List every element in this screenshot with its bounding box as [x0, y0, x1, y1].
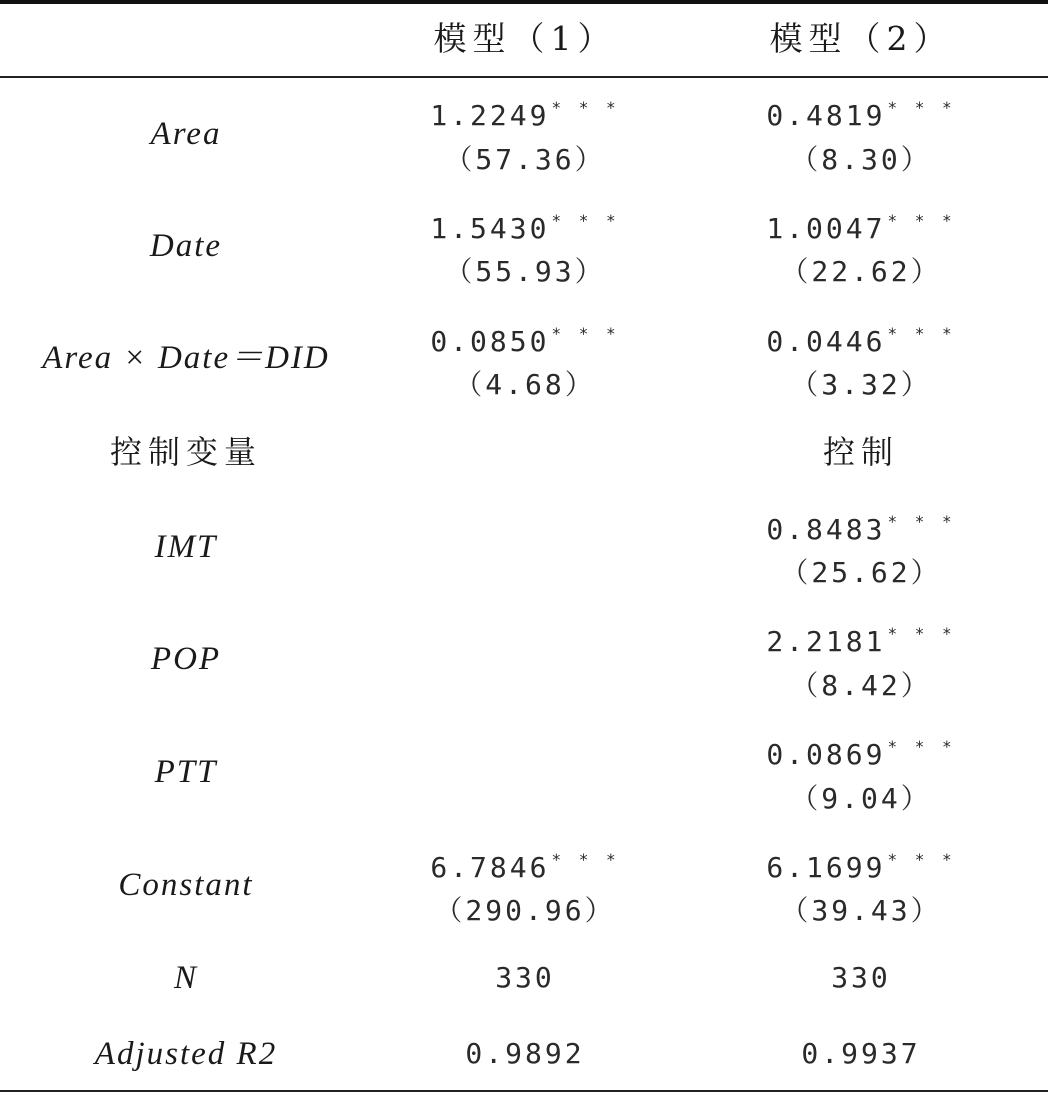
significance-stars: * * * — [551, 850, 620, 869]
row-label-pop: POP — [150, 641, 222, 677]
imt-m2-tstat: （25.62） — [780, 556, 942, 589]
constant-m1-tstat: （290.96） — [434, 894, 616, 927]
area-m1-coef: 1.2249 * * * — [430, 98, 620, 132]
constant-m2-coef: 6.1699 * * * — [766, 850, 956, 884]
significance-stars: * * * — [551, 324, 620, 343]
significance-stars: * * * — [887, 737, 956, 756]
date-m1-coef: 1.5430 * * * — [430, 211, 620, 245]
significance-stars: * * * — [887, 324, 956, 343]
ptt-m2-coef: 0.0869 * * * — [766, 737, 956, 771]
row-label-constant: Constant — [118, 867, 254, 903]
did-m1-coef: 0.0850 * * * — [430, 324, 620, 358]
header-model-1: 模型（1） — [433, 19, 617, 58]
did-m1-tstat: （4.68） — [454, 368, 596, 401]
date-m2-coef: 1.0047 * * * — [766, 211, 956, 245]
row-label-n: N — [173, 960, 198, 996]
significance-stars: * * * — [887, 624, 956, 643]
controls-m2-value: 控制 — [822, 433, 899, 471]
row-label-imt: IMT — [154, 529, 218, 565]
significance-stars: * * * — [887, 850, 956, 869]
row-label-date: Date — [149, 228, 223, 264]
ptt-m2-tstat: （9.04） — [790, 782, 932, 815]
did-m2-coef: 0.0446 * * * — [766, 324, 956, 358]
row-label-ptt: PTT — [154, 754, 218, 790]
pop-m2-tstat: （8.42） — [790, 669, 932, 702]
date-m2-tstat: （22.62） — [780, 255, 942, 288]
significance-stars: * * * — [887, 98, 956, 117]
table-bottom-rule — [0, 1090, 1048, 1092]
significance-stars: * * * — [551, 211, 620, 230]
row-label-area: Area — [150, 116, 222, 152]
adjusted-r2-m2-value: 0.9937 — [801, 1037, 921, 1070]
imt-m2-coef: 0.8483 * * * — [766, 512, 956, 546]
significance-stars: * * * — [887, 512, 956, 531]
n-m2-value: 330 — [831, 961, 891, 994]
area-m2-tstat: （8.30） — [790, 143, 932, 176]
pop-m2-coef: 2.2181 * * * — [766, 624, 956, 658]
adjusted-r2-m1-value: 0.9892 — [465, 1037, 585, 1070]
row-label-adjusted-r2: Adjusted R2 — [94, 1036, 278, 1072]
did-m2-tstat: （3.32） — [790, 368, 932, 401]
row-label-controls: 控制变量 — [109, 433, 262, 471]
significance-stars: * * * — [887, 211, 956, 230]
table-header-rule — [0, 76, 1048, 78]
header-model-2: 模型（2） — [769, 19, 953, 58]
date-m1-tstat: （55.93） — [444, 255, 606, 288]
row-label-did: Area × Date＝DID — [42, 340, 330, 376]
table-top-rule — [0, 0, 1048, 4]
n-m1-value: 330 — [495, 961, 555, 994]
area-m1-tstat: （57.36） — [444, 143, 606, 176]
area-m2-coef: 0.4819 * * * — [766, 98, 956, 132]
constant-m2-tstat: （39.43） — [780, 894, 942, 927]
significance-stars: * * * — [551, 98, 620, 117]
constant-m1-coef: 6.7846 * * * — [430, 850, 620, 884]
